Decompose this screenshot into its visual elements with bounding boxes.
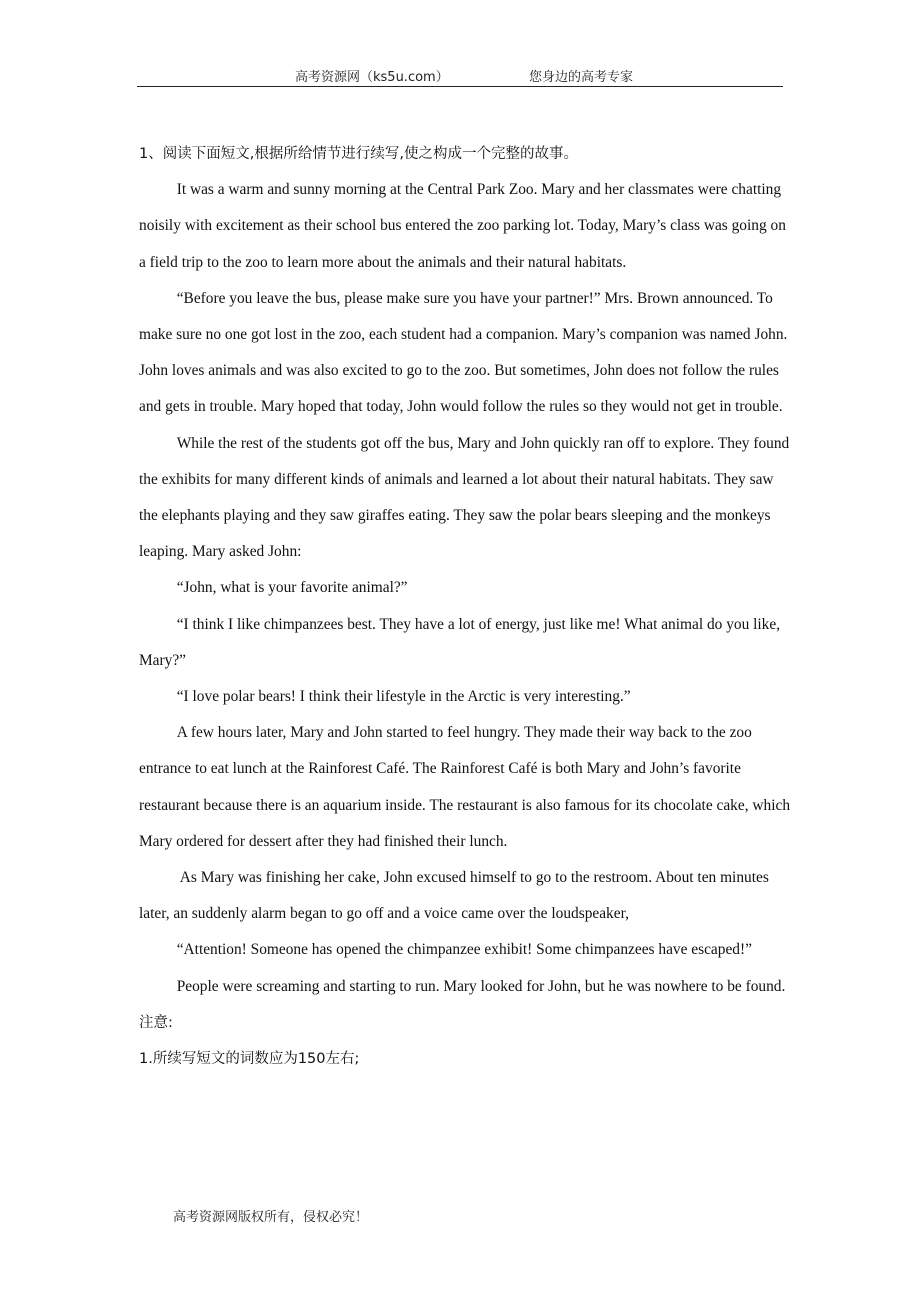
page-footer-copyright: 高考资源网版权所有，侵权必究！: [173, 1210, 369, 1225]
question-instruction: 1、阅读下面短文,根据所给情节进行续写,使之构成一个完整的故事。: [139, 146, 578, 162]
story-paragraph-9: “Attention! Someone has opened the chimpanzee exhibit! Some chimpanzees have escaped!”: [176, 941, 752, 959]
story-paragraph-3: While the rest of the students got off the bus, Mary and John quickly ran off to explore. They found the exhibits for many different kinds of animals and learned a lot about their natural habitats. They saw the elephants playing and they saw giraffes eating. They saw the polar bears sleeping and the monkeys leaping. Mary asked John:: [139, 434, 790, 561]
story-paragraph-2: “Before you leave the bus, please make sure you have your partner!” Mrs. Brown announced. To make sure no one got lost in the zoo, each student had a companion. Mary’s companion was named John. John loves animals and was also excited to go to the zoo. But sometimes, John does not follow the rules and gets in trouble. Mary hoped that today, John would follow the rules so they would not get in trouble.: [139, 289, 788, 416]
story-paragraph-7: A few hours later, Mary and John started to feel hungry. They made their way back to the zoo entrance to eat lunch at the Rainforest Café. The Rainforest Café is both Mary and John’s favorite restaurant because there is an aquarium inside. The restaurant is also famous for its chocolate cake, which Mary ordered for dessert after they had finished their lunch.: [139, 724, 791, 850]
story-paragraph-5: “I think I like chimpanzees best. They have a lot of energy, just like me! What animal do you like, Mary?”: [139, 615, 781, 669]
question-body: [139, 136, 791, 1077]
story-paragraph-4: “John, what is your favorite animal?”: [176, 579, 408, 597]
note-item-1: 1.所续写短文的词数应为150左右;: [139, 1051, 360, 1068]
story-paragraph-6: “I love polar bears! I think their lifestyle in the Arctic is very interesting.”: [176, 688, 631, 706]
notes-title: 注意:: [139, 1014, 173, 1031]
story-paragraph-10: People were screaming and starting to run. Mary looked for John, but he was nowhere to be found.: [176, 977, 786, 995]
header-slogan: 您身边的高考专家: [529, 70, 634, 85]
header-site-name: 高考资源网（ks5u.com）: [295, 70, 449, 85]
story-paragraph-1: It was a warm and sunny morning at the Central Park Zoo. Mary and her classmates were chatting noisily with excitement as their school bus entered the zoo parking lot. Today, Mary’s class was going on a field trip to the zoo to learn more about the animals and their natural habitats.: [139, 181, 786, 271]
page-header: [137, 62, 783, 87]
story-paragraph-8: As Mary was finishing her cake, John excused himself to go to the restroom. About ten minutes later, an suddenly alarm began to go off and a voice came over the loudspeaker,: [139, 869, 769, 923]
